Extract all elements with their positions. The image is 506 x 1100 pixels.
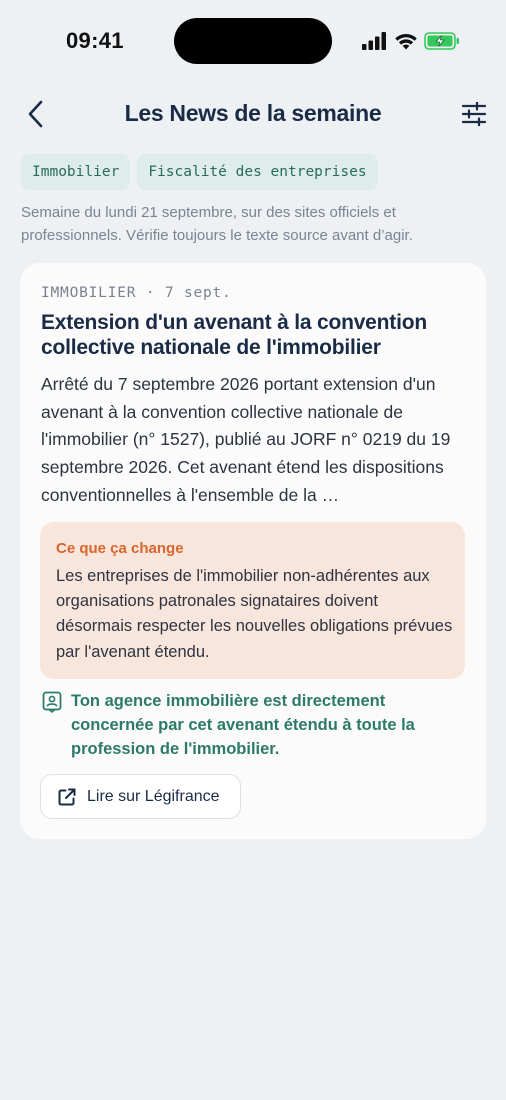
change-callout: [40, 522, 465, 679]
card-meta: IMMOBILIER · 7 sept.: [41, 285, 232, 301]
change-title: Ce que ça change: [56, 540, 184, 557]
legifrance-link-button[interactable]: [40, 774, 241, 819]
chip-immobilier[interactable]: Immobilier: [21, 154, 130, 190]
status-icons: [362, 30, 460, 52]
external-link-icon: [57, 787, 77, 807]
filter-button[interactable]: [460, 100, 488, 128]
user-badge-icon: [41, 691, 63, 713]
intro-text: Semaine du lundi 21 septembre, sur des sites officiels et professionnels. Vérifie toujours le texte source avant d’agir.: [21, 204, 413, 244]
sliders-icon: [461, 102, 487, 126]
chip-fiscalite[interactable]: Fiscalité des entreprises: [137, 154, 377, 190]
wifi-icon: [394, 32, 418, 50]
dynamic-island: [174, 18, 332, 64]
change-text: Les entreprises de l'immobilier non-adhérentes aux organisations patronales signataires doivent désormais respecter les nouvelles obligations prévues par l'avenant étendu.: [56, 567, 453, 661]
status-time: 09:41: [66, 28, 124, 53]
impact-text: Ton agence immobilière est directement concernée par cet avenant étendu à toute la profession de l'immobilier.: [71, 692, 415, 758]
cellular-signal-icon: [362, 32, 388, 50]
page-title: Les News de la semaine: [124, 100, 382, 126]
battery-charging-icon: [424, 32, 460, 50]
card-body: Arrêté du 7 septembre 2026 portant extension d'un avenant à la convention collective nationale de l'immobilier (n° 1527), publié au JORF n° 0219 du 19 septembre 2026. Cet avenant étend les dispositions conventionnelles à l'ensemble de la …: [41, 374, 451, 505]
topic-chips: [21, 154, 378, 190]
status-bar: [0, 0, 506, 84]
card-title: Extension d'un avenant à la convention collective nationale de l'immobilier: [41, 311, 427, 359]
legifrance-link-label: Lire sur Légifrance: [87, 787, 220, 805]
news-card: [20, 263, 486, 839]
navigation-header: [0, 92, 506, 136]
